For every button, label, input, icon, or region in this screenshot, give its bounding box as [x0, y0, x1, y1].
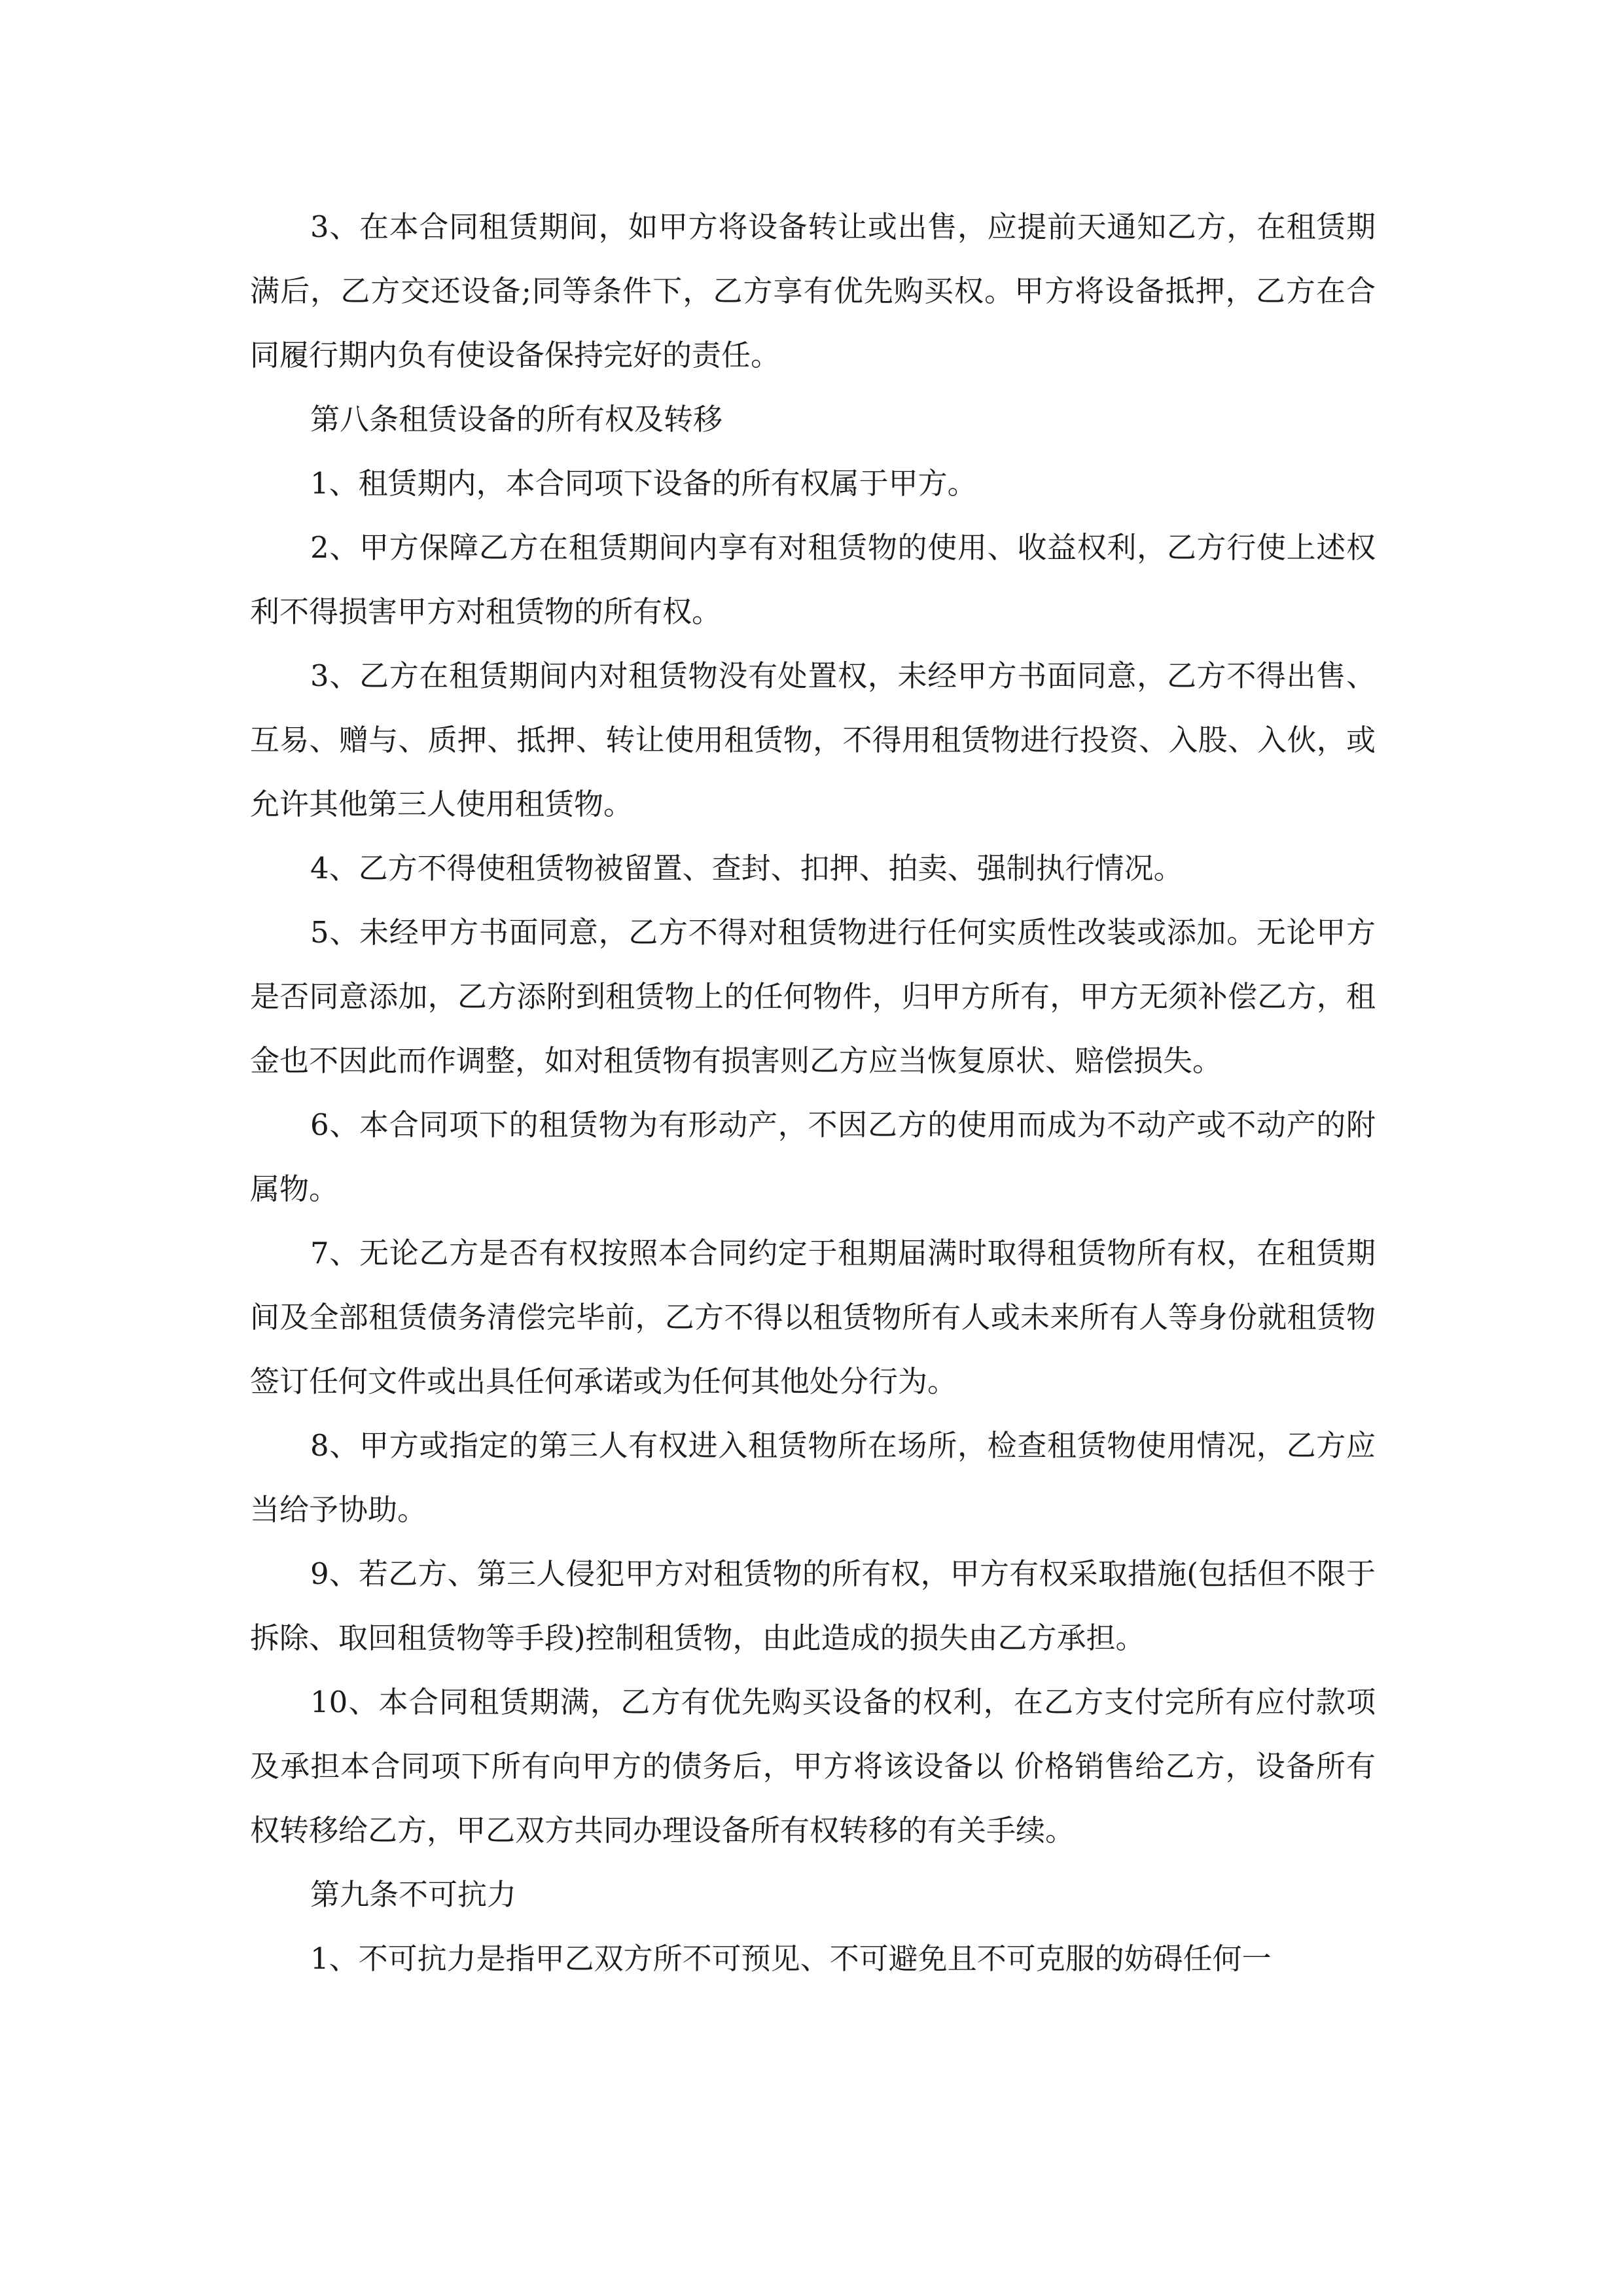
heading-article-9: 第九条不可抗力 — [310, 1877, 517, 1912]
paragraph-article-8-item-9: 9、若乙方、第三人侵犯甲方对租赁物的所有权，甲方有权采取措施(包括但不限于拆除、取回租赁物等手段)控制租赁物，由此造成的损失由乙方承担。 — [250, 1556, 1376, 1655]
paragraph-article-8-item-3: 3、乙方在租赁期间内对租赁物没有处置权，未经甲方书面同意，乙方不得出售、互易、赠与、质押、抵押、转让使用租赁物，不得用租赁物进行投资、入股、入伙，或允许其他第三人使用租赁物。 — [250, 658, 1376, 821]
document-body — [250, 195, 1376, 1991]
paragraph-clause-7-item-3: 3、在本合同租赁期间，如甲方将设备转让或出售，应提前天通知乙方，在租赁期满后，乙方交还设备;同等条件下，乙方享有优先购买权。甲方将设备抵押，乙方在合同履行期内负有使设备保持完好的责任。 — [250, 209, 1376, 372]
paragraph-article-8-item-4: 4、乙方不得使租赁物被留置、查封、扣押、拍卖、强制执行情况。 — [310, 851, 1183, 886]
paragraph-article-8-item-5: 5、未经甲方书面同意，乙方不得对租赁物进行任何实质性改装或添加。无论甲方是否同意添加，乙方添附到租赁物上的任何物件，归甲方所有，甲方无须补偿乙方，租金也不因此而作调整，如对租赁物有损害则乙方应当恢复原状、赔偿损失。 — [250, 915, 1376, 1078]
paragraph-article-8-item-8: 8、甲方或指定的第三人有权进入租赁物所在场所，检查租赁物使用情况，乙方应当给予协助。 — [250, 1428, 1376, 1527]
paragraph-article-9-item-1: 1、不可抗力是指甲乙双方所不可预见、不可避免且不可克服的妨碍任何一 — [310, 1941, 1272, 1976]
paragraph-article-8-item-1: 1、租赁期内，本合同项下设备的所有权属于甲方。 — [310, 466, 977, 501]
paragraph-article-8-item-6: 6、本合同项下的租赁物为有形动产，不因乙方的使用而成为不动产或不动产的附属物。 — [250, 1107, 1376, 1206]
paragraph-article-8-item-7: 7、无论乙方是否有权按照本合同约定于租期届满时取得租赁物所有权，在租赁期间及全部租赁债务清偿完毕前，乙方不得以租赁物所有人或未来所有人等身份就租赁物签订任何文件或出具任何承诺或为任何其他处分行为。 — [250, 1236, 1376, 1399]
paragraph-article-8-item-10: 10、本合同租赁期满，乙方有优先购买设备的权利，在乙方支付完所有应付款项及承担本合同项下所有向甲方的债务后，甲方将该设备以 价格销售给乙方，设备所有权转移给乙方，甲乙双方共同办理设备所有权转移的有关手续。 — [250, 1685, 1376, 1848]
paragraph-article-8-item-2: 2、甲方保障乙方在租赁期间内享有对租赁物的使用、收益权利，乙方行使上述权利不得损害甲方对租赁物的所有权。 — [250, 530, 1376, 629]
heading-article-8: 第八条租赁设备的所有权及转移 — [310, 402, 723, 437]
